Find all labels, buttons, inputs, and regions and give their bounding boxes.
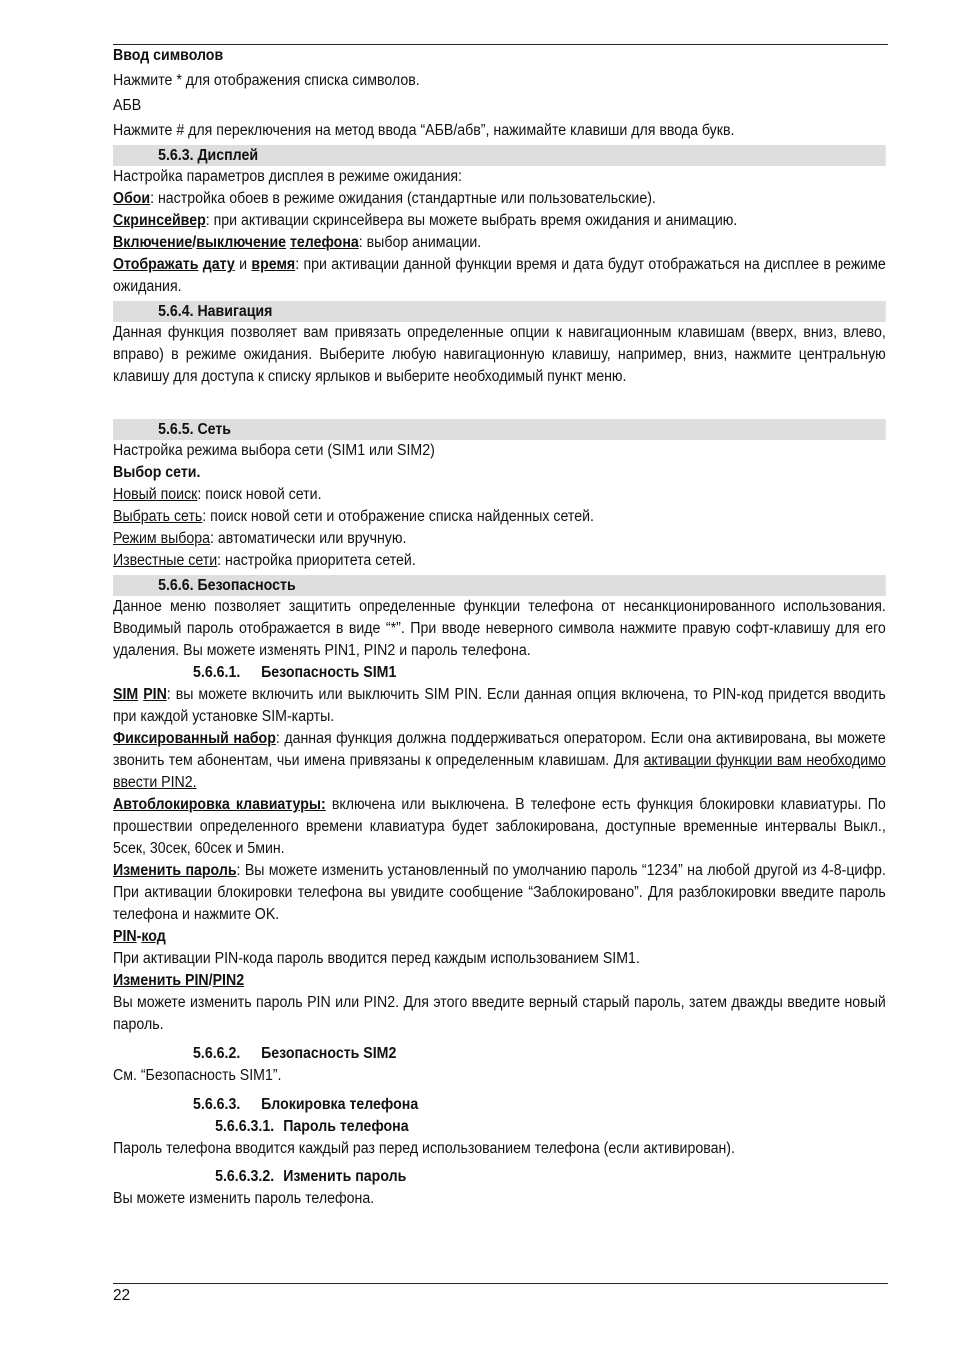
term-pick-network: Выбрать сеть — [113, 508, 203, 525]
pin-code-heading — [113, 926, 886, 948]
term-on: Включение — [113, 234, 193, 251]
term-change-pin: Изменить PIN — [113, 972, 209, 989]
network-sub: Выбор сети. — [113, 464, 201, 481]
text-pick-network: : поиск новой сети и отображение списка найденных сетей. — [202, 508, 594, 525]
text-autolock: включена или выключена. В телефоне есть функция блокировки клавиатуры. По прошествии определенного времени клавиатура будет заблокирована, доступные временные интервалы Выкл., 5сек, 30сек, 60сек и 5мин. — [113, 796, 886, 857]
network-new — [113, 484, 886, 506]
display-intro: Настройка параметров дисплея в режиме ожидания: — [113, 168, 462, 185]
change-phone-password-text: Вы можете изменить пароль телефона. — [113, 1190, 375, 1207]
text-onoff: : выбор анимации. — [358, 234, 482, 251]
text-screensaver: : при активации скринсейвера вы можете выбрать время ожидания и анимацию. — [205, 212, 738, 229]
section-title: Блокировка телефона — [261, 1096, 419, 1113]
term-pin2: PIN2 — [212, 972, 245, 989]
bottom-rule — [113, 1283, 888, 1284]
term-wallpaper: Обои — [113, 190, 151, 207]
section-title: Пароль телефона — [283, 1118, 409, 1135]
section-number: 5.6.6.3.1. — [215, 1118, 275, 1135]
change-pin-heading — [113, 970, 886, 992]
sim-pin-para — [113, 684, 886, 728]
network-intro: Настройка режима выбора сети (SIM1 или SIM2) — [113, 442, 435, 459]
term-sim: SIM — [113, 686, 139, 703]
term-phone: телефона — [289, 234, 359, 251]
term-change-password: Изменить пароль — [113, 862, 237, 879]
section-5-6-3-heading: 5.6.3. Дисплей — [113, 145, 886, 166]
term-pin: PIN — [143, 686, 167, 703]
dash: - — [136, 928, 142, 945]
spacer — [113, 388, 886, 416]
section-5-6-6-2-heading — [113, 1043, 886, 1065]
change-password-para — [113, 860, 886, 926]
section-title: Безопасность SIM2 — [261, 1045, 397, 1062]
network-known — [113, 550, 886, 572]
text-wallpaper: : настройка обоев в режиме ожидания (стандартные или пользовательские). — [150, 190, 656, 207]
text-known: : настройка приоритета сетей. — [217, 552, 416, 569]
input-symbols-line1: Нажмите * для отображения списка символов. — [113, 72, 420, 89]
display-wallpaper — [113, 188, 886, 210]
page-content — [113, 45, 886, 1210]
input-symbols-line2: АБВ — [113, 97, 142, 114]
text-sim-pin: : вы можете включить или выключить SIM PIN. Если данная опция включена, то PIN-код придется вводить при каждой установке SIM-карты. — [113, 686, 886, 725]
page-number: 22 — [113, 1287, 131, 1304]
network-pick — [113, 506, 886, 528]
term-new-search: Новый поиск — [113, 486, 198, 503]
display-onoff — [113, 232, 886, 254]
display-screensaver — [113, 210, 886, 232]
section-5-6-6-3-heading — [113, 1094, 886, 1116]
section-title: Изменить пароль — [283, 1168, 407, 1185]
term-off: выключение — [196, 234, 287, 251]
text-fixed-dial: : данная функция должна поддерживаться оператором. Если она активирована, вы можете звонить тем абонентам, чьи имена привязаны к определенным клавишам. Для — [113, 730, 886, 769]
sim2-text: См. “Безопасность SIM1”. — [113, 1067, 282, 1084]
section-5-6-6-1-heading — [113, 662, 886, 684]
autolock-para — [113, 794, 886, 860]
term-date: дату — [202, 256, 235, 273]
display-show-datetime — [113, 254, 886, 298]
input-symbols-line3: Нажмите # для переключения на метод ввода “АБВ/абв”, нажимайте клавиши для ввода букв. — [113, 122, 735, 139]
term-pin-1: PIN — [113, 928, 137, 945]
text-fixed-dial-underlined: активации функции вам необходимо ввести PIN2. — [113, 752, 886, 791]
section-title: Безопасность SIM1 — [261, 664, 397, 681]
section-number: 5.6.6.1. — [193, 664, 241, 681]
term-time: время — [251, 256, 296, 273]
section-number: 5.6.6.3.2. — [215, 1168, 275, 1185]
phone-password-text: Пароль телефона вводится каждый раз перед использованием телефона (если активирован). — [113, 1140, 735, 1157]
fixed-dial-para — [113, 728, 886, 794]
network-mode — [113, 528, 886, 550]
section-5-6-5-heading: 5.6.5. Сеть — [113, 419, 886, 440]
pin-code-text: При активации PIN-кода пароль вводится перед каждым использованием SIM1. — [113, 950, 640, 967]
text-new-search: : поиск новой сети. — [197, 486, 322, 503]
change-pin-text: Вы можете изменить пароль PIN или PIN2. Для этого введите верный старый пароль, затем дважды введите новый пароль. — [113, 994, 886, 1033]
term-mode: Режим выбора — [113, 530, 211, 547]
section-5-6-6-3-2-heading — [113, 1166, 886, 1188]
slash: / — [192, 234, 197, 251]
text-show: : при активации данной функции время и дата будут отображаться на дисплее в режиме ожидания. — [113, 256, 886, 295]
section-5-6-6-3-1-heading — [113, 1116, 886, 1138]
term-autolock: Автоблокировка клавиатуры: — [113, 796, 326, 813]
section-number: 5.6.6.3. — [193, 1096, 241, 1113]
section-number: 5.6.6.2. — [193, 1045, 241, 1062]
term-code: код — [141, 928, 166, 945]
section-5-6-4-heading: 5.6.4. Навигация — [113, 301, 886, 322]
term-show: Отображать — [113, 256, 199, 273]
text-change-password: : Вы можете изменить установленный по умолчанию пароль “1234” на любой другой из 4-8-цифр. При активации блокировки телефона вы увидите сообщение “Заблокировано”. Для разблокировки введите пароль телефона и нажмите OK. — [113, 862, 886, 923]
term-known: Известные сети — [113, 552, 218, 569]
security-text: Данное меню позволяет защитить определенные функции телефона от несанкционированного использования. Вводимый пароль отображается в виде “*”. При вводе неверного символа нажмите правую софт-клавишу для его удаления. Вы можете изменять PIN1, PIN2 и пароль телефона. — [113, 598, 886, 659]
term-screensaver: Скринсейвер — [113, 212, 206, 229]
section-5-6-6-heading: 5.6.6. Безопасность — [113, 575, 886, 596]
slash: / — [208, 972, 213, 989]
term-fixed-dial: Фиксированный набор — [113, 730, 276, 747]
input-symbols-title: Ввод символов — [113, 47, 224, 64]
and: и — [234, 256, 252, 273]
navigation-text: Данная функция позволяет вам привязать определенные опции к навигационным клавишам (вверх, вниз, влево, вправо) в режиме ожидания. Выберите любую навигационную клавишу, например, вниз, нажмите центральную клавишу для доступа к списку ярлыков и выберите необходимый пункт меню. — [113, 324, 886, 385]
text-mode: : автоматически или вручную. — [210, 530, 407, 547]
